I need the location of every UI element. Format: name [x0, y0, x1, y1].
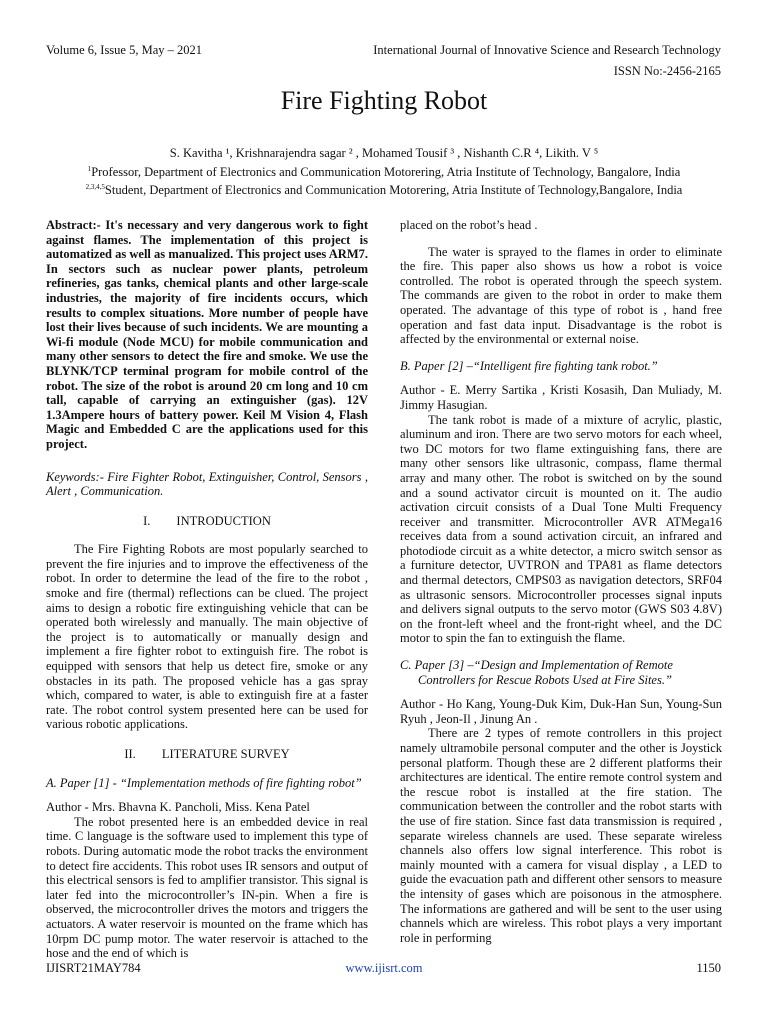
paper-1-heading: A. Paper [1] - “Implementation methods of fire fighting robot” — [46, 775, 362, 790]
affiliation-2 — [0, 180, 768, 199]
keywords — [46, 470, 368, 499]
paper-1-author: Author - Mrs. Bhavna K. Pancholi, Miss. Kena Patel — [46, 800, 310, 815]
keywords-label: Keywords:- — [46, 469, 104, 484]
paper-3-author: Author - Ho Kang, Young-Duk Kim, Duk-Han Sun, Young-Sun Ryuh , Jeon-Il , Jinung An . — [400, 697, 722, 726]
paper-title: Fire Fighting Robot — [280, 86, 488, 115]
affiliation-2-mark: 2,3,4,5 — [85, 183, 105, 192]
affiliation-2-text: Student, Department of Electronics and Communication Motorering, Atria Institute of Technology,Bangalore, India — [104, 183, 683, 198]
affiliation-1 — [0, 162, 768, 181]
continued-text: placed on the robot’s head . — [400, 218, 538, 232]
abstract: Abstract:- It's necessary and very dangerous work to fight against flames. The implementation of this project is automatized as well as manualized. This project uses ARM7. In sectors such as nuclear power plants, petroleum refineries, gas tanks, chemical plants and other large-scale industries, the majority of fire incidents occurs, which results to complex situations. More number of people have lost their lives because of such incidents. We are mounting a Wi-fi module (Node MCU) for mobile communication and many other sensors to detect the fire and smoke. We use the BLYNK/TCP terminal program for mobile control of the robot. The size of the robot is around 20 cm long and 10 cm tall, capable of carrying an extinguisher (gas). 12V 1.3Ampere hours of battery power. Keil M Vision 4, Flash Magic and Embedded C are the applications used for this project. — [46, 218, 368, 451]
section-title: LITERATURE SURVEY — [161, 747, 290, 761]
section-heading-introduction — [46, 514, 368, 529]
introduction-paragraph: The Fire Fighting Robots are most popularly searched to prevent the fire injuries and to improve the effectiveness of the robot. In order to determine the lead of the fire to the robot , smoke and fire (thermal) reflections can be clued. The project aims to design a robotic fire extinguishing vehicle that can be operated both wirelessly and manually. The main objective of the project is to automatically or manually design and implement a fire fighter robot to extinguish fire. The robot is equipped with sensors that help us detect fire, smoke or any obstacles in its path. The proposed vehicle has a gas spray which, compared to water, is able to extinguish fire at a faster rate. The robot control system presented here can be used for various robotic applications. — [46, 542, 368, 732]
paper-id: IJISRT21MAY784 — [46, 961, 141, 975]
keywords-text: Fire Fighter Robot, Extinguisher, Control, Sensors , Alert , Communication. — [46, 469, 368, 499]
paper-1-body: The robot presented here is an embedded device in real time. C language is the software used to implement this type of robots. During automatic mode the robot tracks the environment to detect fire accidents. This robot uses IR sensors and output of this electrical sensors is fed to amplifier transistor. This signal is later fed into the microcontroller’s IN-pin. When a fire is observed, the microcontroller drives the motors and triggers the actuators. A water reservoir is mounted on the frame which has 10rpm DC pump motor. The water reservoir is attached to the hose and the end of which is — [46, 814, 368, 961]
right-column — [400, 218, 722, 945]
affiliation-1-text: Professor, Department of Electronics and Communication Motorering, Atria Institute of Technology, Bangalore, India — [91, 164, 681, 179]
paper-2-body: The tank robot is made of a mixture of acrylic, plastic, aluminum and iron. There are two servo motors for each wheel, two DC motors for two flame extinguishing fans, there are many other sensors like ultrasonic, compass, flame thermal array and many other. The robot is switched on by the sound and a sound activator circuit is mounted on it. The audio activation circuit consists of a Dual Tone Multi Frequency receiver and transmitter. Microcontroller AVR ATMega16 receives data from a sound activation circuit, an infrared and photodiode circuit as a white detector, a micro switch sensor as a furniture detector, UVTRON and TPA81 as flame detectors and thermal detectors, CMPS03 as navigation detectors, SRF04 as ultrasonic sensors. Microcontroller processes signal inputs and delivers signal outputs to the servo motor (GWS S03 4.8V) on the front-left wheel and the front-right wheel, and the DC motor to spin the fan to extinguish the flame. — [400, 412, 722, 646]
section-number: II. — [124, 747, 136, 761]
journal-name: International Journal of Innovative Science and Research Technology — [373, 43, 721, 57]
paper-3-heading: C. Paper [3] –“Design and Implementation of Remote Controllers for Rescue Robots Used at Fire Sites.” — [400, 658, 673, 687]
issn: ISSN No:-2456-2165 — [613, 64, 721, 78]
paper-2-heading: B. Paper [2] –“Intelligent fire fighting tank robot.” — [400, 358, 658, 373]
section-heading-literature-survey — [46, 747, 368, 762]
affiliation-1-mark: 1 — [87, 164, 92, 173]
section-number: I. — [143, 513, 151, 528]
left-column — [46, 218, 368, 961]
journal-url-link[interactable]: www.ijisrt.com — [345, 961, 423, 975]
section-title: INTRODUCTION — [176, 513, 271, 528]
paper-2-author: Author - E. Merry Sartika , Kristi Kosasih, Dan Muliady, M. Jimmy Hasugian. — [400, 383, 722, 412]
paper-1-body-continued: The water is sprayed to the flames in order to eliminate the fire. This paper also shows us how a robot is voice controlled. The robot is operated through the speech system. The commands are given to the robot in order to make them operated. The advantage of this type of robot is , hand free operation and fast data input. Disadvantage is the robot is affected by the environmental or external noise. — [400, 244, 722, 347]
author-names: S. Kavitha ¹, Krishnarajendra sagar ² , Mohamed Tousif ³ , Nishanth C.R ⁴, Likith. V ⁵ — [169, 146, 599, 160]
paper-3-body: There are 2 types of remote controllers in this project namely ultramobile personal computer and the other is Joystick personal platform. Though these are 2 different platforms their architectures are identical. The entire remote control system and the rescue robot is installed at the fire station. The communication between the controller and the robot starts with the use of fire station. Since fast data transmission is required , separate wireless channels are used. These separate wireless channels also offers low signal interference. This robot is mainly mounted with a camera for visual display , a LED to guide the evacuation path and different other sensors to measure the intensity of gases which are poisonous in the atmosphere. The informations are gathered and will be sent to the user using channels which are wireless. This robot plays a very important role in performing — [400, 726, 722, 945]
page-number: 1150 — [696, 961, 721, 975]
author-block — [0, 146, 768, 199]
volume-issue: Volume 6, Issue 5, May – 2021 — [46, 43, 203, 57]
